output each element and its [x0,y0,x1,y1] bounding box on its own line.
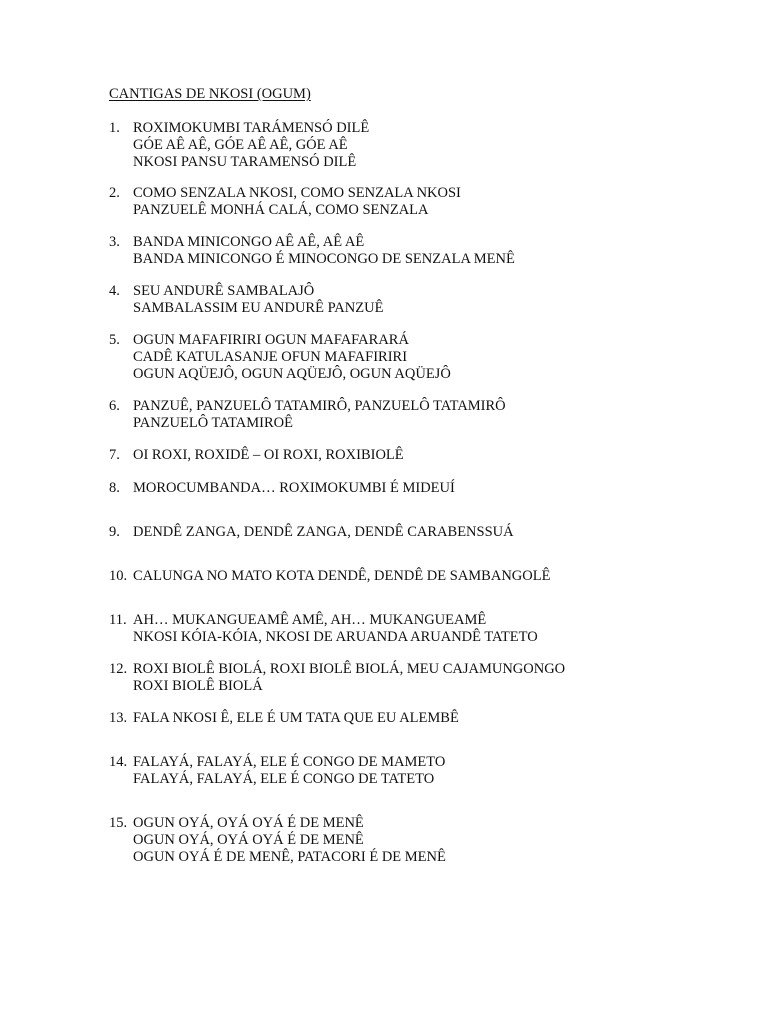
song-item [109,754,445,788]
song-lines [133,480,455,497]
song-item [109,612,538,646]
song-line: DENDÊ ZANGA, DENDÊ ZANGA, DENDÊ CARABENSSUÁ [133,524,514,540]
song-number: 4. [109,283,120,299]
song-item [109,332,451,383]
song-lines [133,612,538,646]
song-item [109,120,369,171]
song-lines [133,661,565,695]
song-line: ROXI BIOLÊ BIOLÁ [133,678,263,694]
song-lines [133,710,459,727]
song-number: 3. [109,234,120,250]
song-lines [133,447,404,464]
song-line: SAMBALASSIM EU ANDURÊ PANZUÊ [133,300,384,316]
song-line: BANDA MINICONGO É MINOCONGO DE SENZALA MENÊ [133,251,515,267]
song-line: AH… MUKANGUEAMÊ AMÊ, AH… MUKANGUEAMÊ [133,612,487,628]
song-number: 1. [109,120,120,136]
song-number: 11. [109,612,127,628]
song-line: CADÊ KATULASANJE OFUN MAFAFIRIRI [133,349,408,365]
song-item [109,480,455,497]
song-number: 12. [109,661,128,677]
song-line: PANZUÊ, PANZUELÔ TATAMIRÔ, PANZUELÔ TATAMIRÔ [133,398,506,414]
song-lines [133,524,514,541]
song-number: 13. [109,710,128,726]
song-item [109,661,565,695]
song-line: BANDA MINICONGO AÊ AÊ, AÊ AÊ [133,234,365,250]
song-item [109,568,550,585]
document-title: CANTIGAS DE NKOSI (OGUM) [109,86,311,102]
song-lines [133,283,383,317]
song-number: 2. [109,185,120,201]
song-lines [133,754,445,788]
song-line: ROXIMOKUMBI TARÁMENSÓ DILÊ [133,120,370,136]
song-lines [133,185,461,219]
song-line: SEU ANDURÊ SAMBALAJÔ [133,283,315,299]
song-line: FALA NKOSI Ê, ELE É UM TATA QUE EU ALEMBÊ [133,710,459,726]
song-line: OGUN OYÁ, OYÁ OYÁ É DE MENÊ [133,815,364,831]
song-number: 9. [109,524,120,540]
song-number: 15. [109,815,128,831]
song-item [109,398,506,432]
song-number: 8. [109,480,120,496]
song-line: PANZUELÊ MONHÁ CALÁ, COMO SENZALA [133,202,429,218]
song-lines [133,815,446,866]
song-line: MOROCUMBANDA… ROXIMOKUMBI É MIDEUÍ [133,480,455,496]
song-item [109,524,514,541]
song-lines [133,120,369,171]
song-item [109,283,383,317]
song-item [109,447,404,464]
song-item [109,185,461,219]
song-line: COMO SENZALA NKOSI, COMO SENZALA NKOSI [133,185,461,201]
song-lines [133,398,506,432]
song-number: 7. [109,447,120,463]
song-line: OGUN AQÜEJÔ, OGUN AQÜEJÔ, OGUN AQÜEJÔ [133,366,451,382]
song-lines [133,332,451,383]
song-item [109,815,446,866]
song-line: OGUN MAFAFIRIRI OGUN MAFAFARARÁ [133,332,409,348]
song-line: PANZUELÔ TATAMIROÊ [133,415,294,431]
song-number: 14. [109,754,128,770]
song-line: ROXI BIOLÊ BIOLÁ, ROXI BIOLÊ BIOLÁ, MEU CAJAMUNGONGO [133,661,566,677]
song-item [109,710,459,727]
song-line: CALUNGA NO MATO KOTA DENDÊ, DENDÊ DE SAMBANGOLÊ [133,568,551,584]
song-line: OI ROXI, ROXIDÊ – OI ROXI, ROXIBIOLÊ [133,447,404,463]
song-lines [133,568,550,585]
song-lines [133,234,515,268]
song-line: NKOSI PANSU TARAMENSÓ DILÊ [133,154,357,170]
song-line: FALAYÁ, FALAYÁ, ELE É CONGO DE TATETO [133,771,435,787]
song-item [109,234,515,268]
song-line: GÓE AÊ AÊ, GÓE AÊ AÊ, GÓE AÊ [133,137,348,153]
song-number: 6. [109,398,120,414]
song-number: 10. [109,568,128,584]
song-line: FALAYÁ, FALAYÁ, ELE É CONGO DE MAMETO [133,754,446,770]
song-line: OGUN OYÁ, OYÁ OYÁ É DE MENÊ [133,832,364,848]
song-line: OGUN OYÁ É DE MENÊ, PATACORI É DE MENÊ [133,849,446,865]
song-line: NKOSI KÓIA-KÓIA, NKOSI DE ARUANDA ARUANDÊ TATETO [133,629,538,645]
song-number: 5. [109,332,120,348]
